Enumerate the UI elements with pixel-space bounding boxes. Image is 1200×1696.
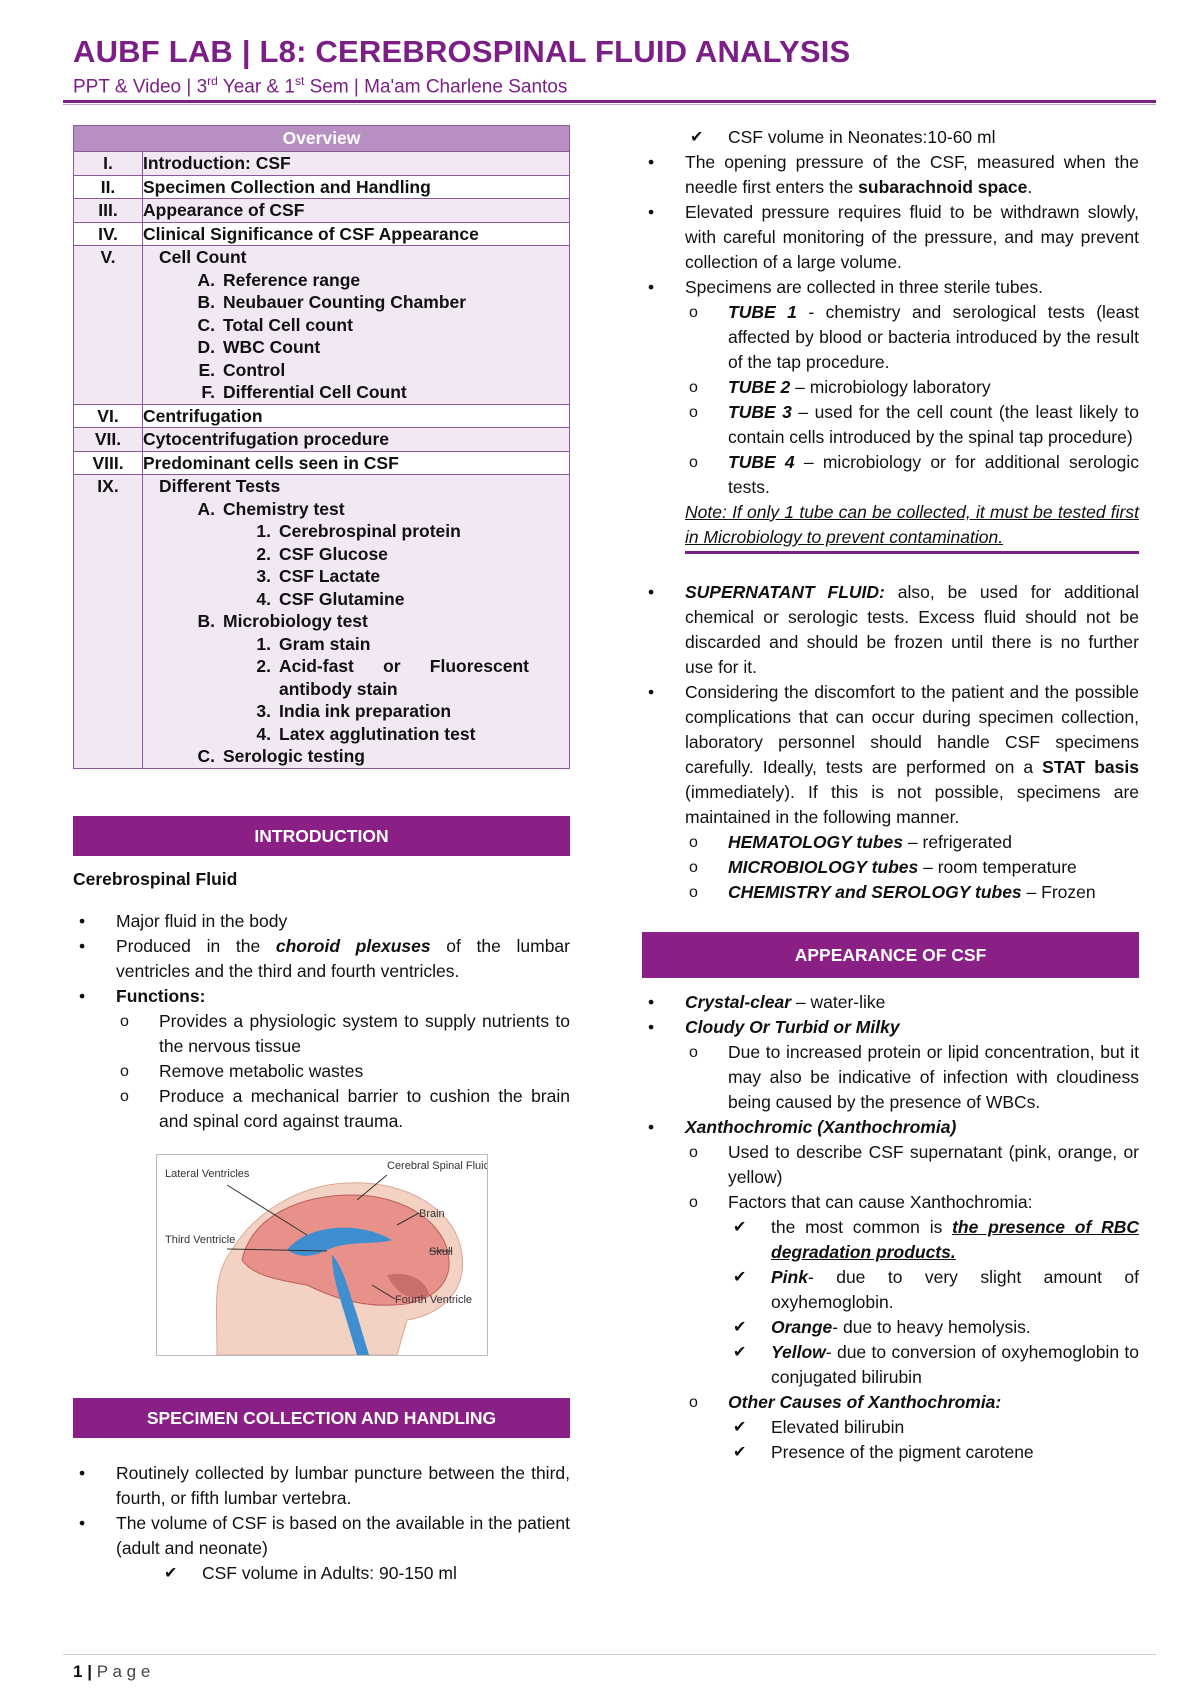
- overview-heading: Overview: [74, 126, 570, 152]
- list-item: • Functions: o Provides a physiologic system to supply nutrients to the nervous tissue o Remove metabolic wastes o Produce a mechanical barrier to cushion the brain and spinal cord against trauma.: [73, 984, 570, 1134]
- footer-rule: [63, 1654, 1156, 1655]
- overview-subitem: 1. Gram stain: [256, 633, 371, 654]
- overview-row: II. Specimen Collection and Handling: [74, 175, 570, 199]
- label-lateral-ventricles: Lateral Ventricles: [165, 1167, 250, 1180]
- list-item: • Routinely collected by lumbar puncture between the third, fourth, or fifth lumbar vertebra.: [73, 1461, 570, 1511]
- overview-subitem: E. Control: [198, 359, 286, 380]
- list-item: o Due to increased protein or lipid concentration, but it may also be indicative of infection with cloudiness being caused by the presence of WBCs.: [685, 1040, 1139, 1115]
- note-rule: [685, 551, 1139, 554]
- specimen-list-right: [642, 150, 1139, 500]
- intro-list: [73, 909, 570, 1134]
- list-item: • Major fluid in the body: [73, 909, 570, 934]
- overview-subitem: D. WBC Count: [197, 337, 321, 357]
- overview-row: V. Cell Count A. Reference range B. Neubauer Counting Chamber C. Total Cell count D. WBC Count E. Control F. Differential Cell Count: [74, 246, 570, 405]
- overview-row: III. Appearance of CSF: [74, 199, 570, 223]
- list-item: o CHEMISTRY and SEROLOGY tubes – Frozen: [685, 880, 1139, 905]
- list-item: • Crystal-clear – water-like: [642, 990, 1139, 1015]
- overview-subitem: 2. CSF Glucose: [256, 543, 388, 564]
- left-column: [73, 125, 570, 1586]
- supernatant-list: [642, 580, 1139, 905]
- introduction-banner: INTRODUCTION: [73, 816, 570, 856]
- overview-subitem: 4. CSF Glutamine: [256, 588, 405, 609]
- list-item: ✔ CSF volume in Adults: 90-150 ml: [159, 1561, 570, 1586]
- right-column: [642, 125, 1139, 1465]
- overview-subitem: C. Total Cell count: [197, 314, 353, 335]
- list-item: • Considering the discomfort to the patient and the possible complications that can occur during specimen collection, laboratory personnel should handle CSF specimens carefully. Ideally, tests are performed on a STAT basis (immediately). If this is not possible, specimens are maintained in the following manner. o HEMATOLOGY tubes – refrigerated o MICROBIOLOGY tubes – room temperature o CHEMISTRY and SEROLOGY tubes – Frozen: [642, 680, 1139, 905]
- appearance-list: [642, 990, 1139, 1465]
- overview-subitem: C. Serologic testing: [197, 746, 365, 766]
- list-item: • The opening pressure of the CSF, measured when the needle first enters the subarachnoid space.: [642, 150, 1139, 200]
- overview-subitem: B. Microbiology test: [197, 611, 368, 631]
- list-item: • The volume of CSF is based on the available in the patient (adult and neonate) ✔ CSF volume in Adults: 90-150 ml: [73, 1511, 570, 1586]
- appearance-banner: APPEARANCE OF CSF: [642, 932, 1139, 978]
- list-item: • Xanthochromic (Xanthochromia) o Used to describe CSF supernatant (pink, orange, or yellow) o Factors that can cause Xanthochromia: ✔ the most common is the presence of RBC degradation products. ✔ Pink- due to very slight amount of oxyhemoglobin. ✔ Orange- due to heavy hemolysis. ✔ Yellow- due to conversion of oxyhemoglobin to conjugated bilirubin o Other Causes of Xanthochromia: ✔ Elevated bilirubin ✔ Presence of the pigment carotene: [642, 1115, 1139, 1465]
- list-item: ✔ Pink- due to very slight amount of oxyhemoglobin.: [728, 1265, 1139, 1315]
- overview-row: IV. Clinical Significance of CSF Appearance: [74, 222, 570, 246]
- overview-subitem: 3. CSF Lactate: [256, 566, 381, 586]
- overview-subitem: 3. India ink preparation: [256, 701, 452, 721]
- volume-list: [159, 1561, 570, 1586]
- list-item: o TUBE 3 – used for the cell count (the least likely to contain cells introduced by the spinal tap procedure): [685, 400, 1139, 450]
- volume-list-continued: [685, 125, 1139, 150]
- overview-subitem: B. Neubauer Counting Chamber: [197, 292, 467, 312]
- overview-subitem: F. Differential Cell Count: [201, 382, 407, 402]
- other-causes-list: [728, 1415, 1139, 1465]
- overview-row: VIII. Predominant cells seen in CSF: [74, 451, 570, 475]
- tube-note: Note: If only 1 tube can be collected, it must be tested first in Microbiology to prevent contamination.: [685, 502, 1139, 547]
- overview-row: IX. Different Tests A. Chemistry test 1. Cerebrospinal protein 2. CSF Glucose 3. CSF Lactate 4. CSF Glutamine B. Microbiology test 1. Gram stain 2. Acid-fast or Fluorescent antibody stain 3. India ink preparation 4. Latex agglutination test C. Serologic testing: [74, 475, 570, 769]
- specimen-list-left: [73, 1461, 570, 1586]
- list-item: ✔ the most common is the presence of RBC degradation products.: [728, 1215, 1139, 1265]
- list-item: o Other Causes of Xanthochromia: ✔ Elevated bilirubin ✔ Presence of the pigment carotene: [685, 1390, 1139, 1465]
- list-item: • Produced in the choroid plexuses of the lumbar ventricles and the third and fourth ventricles.: [73, 934, 570, 984]
- functions-list: [116, 1009, 570, 1134]
- tubes-list: [685, 300, 1139, 500]
- list-item: ✔ Presence of the pigment carotene: [728, 1440, 1139, 1465]
- overview-row: I. Introduction: CSF: [74, 152, 570, 176]
- overview-subitem: A. Reference range: [197, 269, 361, 290]
- xanthochromia-list: [685, 1140, 1139, 1465]
- list-item: o Provides a physiologic system to supply nutrients to the nervous tissue: [116, 1009, 570, 1059]
- list-item: o Used to describe CSF supernatant (pink, orange, or yellow): [685, 1140, 1139, 1190]
- label-cerebral-spinal-fluid: Cerebral Spinal Fluid: [387, 1159, 487, 1172]
- overview-subitem: A. Chemistry test: [197, 498, 345, 519]
- list-item: • Cloudy Or Turbid or Milky o Due to increased protein or lipid concentration, but it may also be indicative of infection with cloudiness being caused by the presence of WBCs.: [642, 1015, 1139, 1115]
- intro-heading: Cerebrospinal Fluid: [73, 868, 238, 889]
- list-item: • SUPERNATANT FLUID: also, be used for additional chemical or serologic tests. Excess fluid should not be discarded and should be frozen until there is no further use for it.: [642, 580, 1139, 680]
- list-item: o TUBE 4 – microbiology or for additional serologic tests.: [685, 450, 1139, 500]
- overview-row: VI. Centrifugation: [74, 404, 570, 428]
- list-item: ✔ Elevated bilirubin: [728, 1415, 1139, 1440]
- overview-subitem: 2. Acid-fast or Fluorescent antibody stain: [256, 656, 529, 699]
- document-subtitle: PPT & Video | 3rd Year & 1st Sem | Ma'am Charlene Santos: [73, 74, 568, 98]
- page-footer: 1 | P a g e: [73, 1662, 151, 1681]
- list-item: ✔ Yellow- due to conversion of oxyhemoglobin to conjugated bilirubin: [728, 1340, 1139, 1390]
- list-item: • Specimens are collected in three sterile tubes. o TUBE 1 - chemistry and serological tests (least affected by blood or bacteria introduced by the result of the tap procedure. o TUBE 2 – microbiology laboratory o TUBE 3 – used for the cell count (the least likely to contain cells introduced by the spinal tap procedure) o TUBE 4 – microbiology or for additional serologic tests.: [642, 275, 1139, 500]
- header-rule-thin: [63, 104, 1156, 105]
- csf-anatomy-figure: [156, 1154, 488, 1356]
- overview-subitem: 1. Cerebrospinal protein: [256, 521, 461, 541]
- label-brain: Brain: [419, 1207, 445, 1220]
- xanthochromia-factors: [728, 1215, 1139, 1390]
- list-item: o HEMATOLOGY tubes – refrigerated: [685, 830, 1139, 855]
- list-item: o MICROBIOLOGY tubes – room temperature: [685, 855, 1139, 880]
- label-fourth-ventricle: Fourth Ventricle: [395, 1293, 473, 1306]
- list-item: o TUBE 1 - chemistry and serological tests (least affected by blood or bacteria introduced by the result of the tap procedure.: [685, 300, 1139, 375]
- list-item: o Remove metabolic wastes: [116, 1059, 570, 1084]
- list-item: • Elevated pressure requires fluid to be withdrawn slowly, with careful monitoring of the pressure, and may prevent collection of a large volume.: [642, 200, 1139, 275]
- list-item: ✔ CSF volume in Neonates:10-60 ml: [685, 125, 1139, 150]
- list-item: ✔ Orange- due to heavy hemolysis.: [728, 1315, 1139, 1340]
- header-rule: [63, 100, 1156, 103]
- cloudy-list: [685, 1040, 1139, 1115]
- specimen-banner: SPECIMEN COLLECTION AND HANDLING: [73, 1398, 570, 1438]
- overview-table: [73, 125, 570, 769]
- list-item: o Produce a mechanical barrier to cushion the brain and spinal cord against trauma.: [116, 1084, 570, 1134]
- storage-list: [685, 830, 1139, 905]
- overview-subitem: 4. Latex agglutination test: [256, 723, 476, 744]
- brain-diagram: [157, 1155, 487, 1355]
- label-skull: Skull: [429, 1245, 453, 1258]
- list-item: o TUBE 2 – microbiology laboratory: [685, 375, 1139, 400]
- overview-row: VII. Cytocentrifugation procedure: [74, 428, 570, 452]
- list-item: o Factors that can cause Xanthochromia: ✔ the most common is the presence of RBC degradation products. ✔ Pink- due to very slight amount of oxyhemoglobin. ✔ Orange- due to heavy hemolysis. ✔ Yellow- due to conversion of oxyhemoglobin to conjugated bilirubin: [685, 1190, 1139, 1390]
- document-title: AUBF LAB | L8: CEREBROSPINAL FLUID ANALYSIS: [73, 34, 851, 69]
- label-third-ventricle: Third Ventricle: [165, 1233, 236, 1246]
